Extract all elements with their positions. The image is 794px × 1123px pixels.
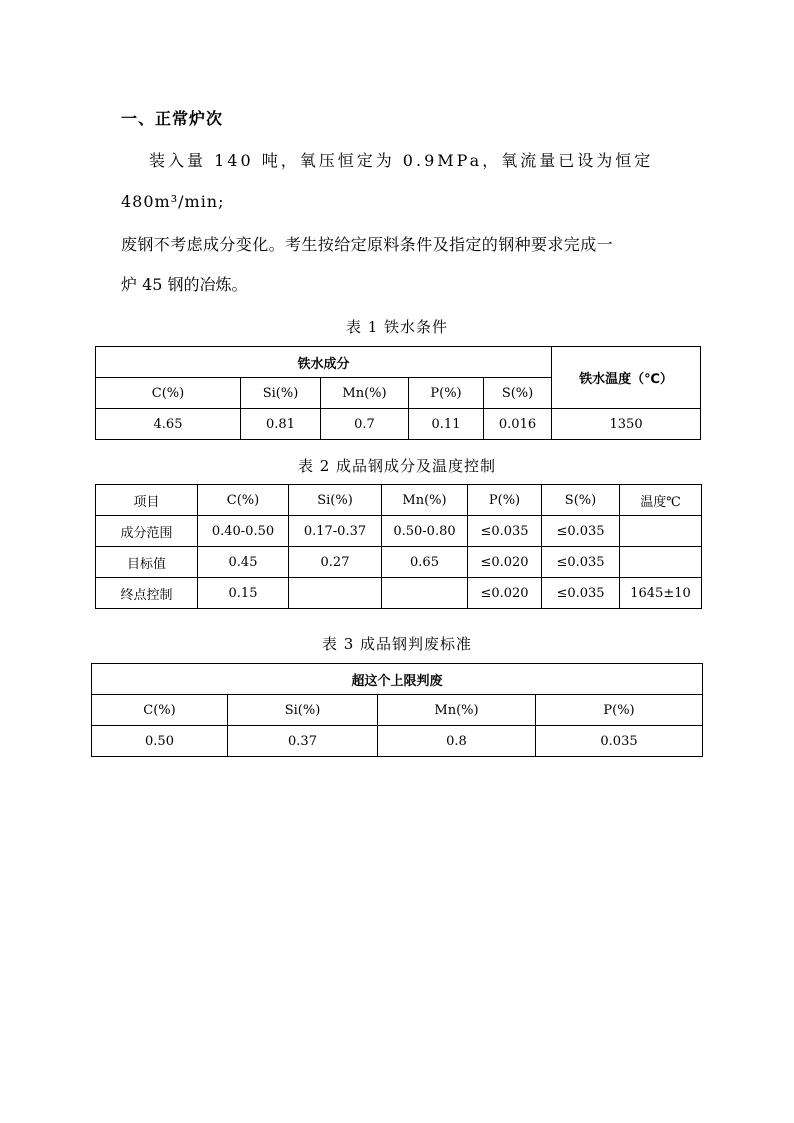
table-cell: 0.17-0.37: [289, 516, 382, 547]
table-cell: 0.11: [409, 409, 484, 440]
table-cell: 0.45: [198, 547, 289, 578]
table-row: [92, 664, 703, 695]
table-cell: 0.7: [321, 409, 409, 440]
table-cell: ≤0.035: [542, 547, 620, 578]
paragraph-line-1: 装入量 140 吨，氧压恒定为 0.9MPa，氧流量已设为恒定: [149, 151, 654, 170]
table-cell: [289, 578, 382, 609]
column-header: 项目: [96, 485, 198, 516]
table-cell: [382, 578, 468, 609]
column-header: S(%): [484, 378, 552, 409]
column-header: C(%): [198, 485, 289, 516]
section-heading: 一、正常炉次: [121, 109, 224, 128]
table-cell: 0.016: [484, 409, 552, 440]
column-header: Mn(%): [321, 378, 409, 409]
table-row: [96, 347, 701, 378]
table-cell: 0.65: [382, 547, 468, 578]
table-cell: 1350: [552, 409, 701, 440]
finished-steel-table: [95, 484, 702, 609]
table-cell: ≤0.020: [468, 547, 542, 578]
column-header: S(%): [542, 485, 620, 516]
table1-caption: 表 1 铁水条件: [345, 318, 449, 336]
paragraph-line-4: 炉 45 钢的冶炼。: [121, 275, 248, 294]
table-cell: 目标值: [96, 547, 198, 578]
table-cell: 成分范围: [96, 516, 198, 547]
column-header: 温度℃: [620, 485, 702, 516]
table-row: [96, 547, 702, 578]
table-cell: 0.40-0.50: [198, 516, 289, 547]
temperature-header: 铁水温度（℃）: [552, 347, 701, 409]
table-cell: 1645±10: [620, 578, 702, 609]
table-cell: 4.65: [96, 409, 241, 440]
table-cell: ≤0.035: [542, 516, 620, 547]
table-cell: 终点控制: [96, 578, 198, 609]
paragraph-line-3: 废钢不考虑成分变化。考生按给定原料条件及指定的钢种要求完成一: [121, 235, 614, 254]
table-cell: 0.50-0.80: [382, 516, 468, 547]
table-row: [92, 726, 703, 757]
table-cell: [620, 547, 702, 578]
paragraph-line-2: 480m³/min;: [121, 192, 225, 211]
table-cell: 0.8: [378, 726, 536, 757]
table-title: 超这个上限判废: [92, 664, 703, 695]
table-cell: 0.37: [228, 726, 378, 757]
table-row: [96, 409, 701, 440]
table2-caption: 表 2 成品钢成分及温度控制: [297, 457, 497, 475]
column-header: Si(%): [241, 378, 321, 409]
rejection-standard-table: [91, 663, 703, 757]
table-row: [92, 695, 703, 726]
column-header: P(%): [409, 378, 484, 409]
table-cell: 0.27: [289, 547, 382, 578]
column-header: C(%): [92, 695, 228, 726]
table-cell: 0.035: [536, 726, 703, 757]
group-header: 铁水成分: [96, 347, 552, 378]
table-cell: 0.50: [92, 726, 228, 757]
column-header: Si(%): [289, 485, 382, 516]
column-header: Si(%): [228, 695, 378, 726]
table-cell: 0.81: [241, 409, 321, 440]
table-cell: ≤0.035: [468, 516, 542, 547]
hot-metal-conditions-table: [95, 346, 701, 440]
table-row: [96, 516, 702, 547]
table-cell: ≤0.035: [542, 578, 620, 609]
table-row: [96, 485, 702, 516]
column-header: Mn(%): [382, 485, 468, 516]
column-header: C(%): [96, 378, 241, 409]
column-header: Mn(%): [378, 695, 536, 726]
table3-caption: 表 3 成品钢判废标准: [321, 635, 473, 653]
table-cell: [620, 516, 702, 547]
table-cell: ≤0.020: [468, 578, 542, 609]
column-header: P(%): [536, 695, 703, 726]
table-row: [96, 578, 702, 609]
table-cell: 0.15: [198, 578, 289, 609]
column-header: P(%): [468, 485, 542, 516]
